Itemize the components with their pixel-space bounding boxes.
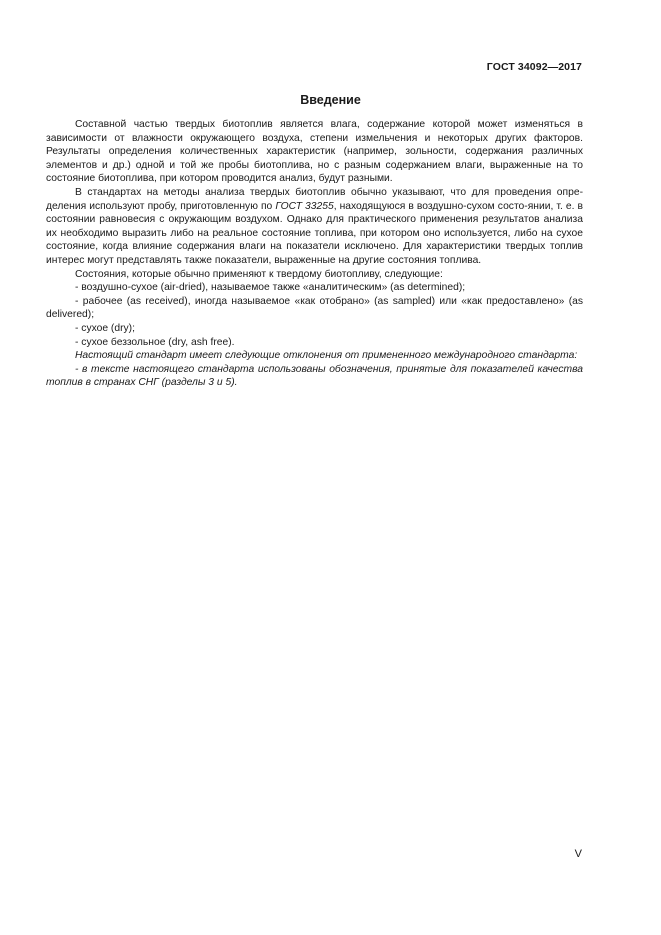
paragraph-analysis-methods [46,186,583,268]
section-title: Введение [300,93,361,107]
paragraph-analysis-methods-end: , находящуюся в воздушно-сухом состо-янии, т. е. в состоянии равновесия с окружающим воздухом. Однако для практического применения результатов анализа их необходимо выразить либо на реальное состояние топлива, при котором оно используется, либо на сухое состояние, когда влияние содержания влаги на показатели исключено. Для характеристики твердых топлив интерес могут представлять также показатели, выраженные на другие состояния топлива. [46,200,583,266]
list-item-as-received: - рабочее (as received), иногда называемое «как отобрано» (as sampled) или «как предоставлено» (as delivered); [46,295,583,321]
body-text [46,118,583,390]
paragraph-states-intro: Состояния, которые обычно применяют к твердому биотопливу, следующие: [75,268,443,280]
standard-reference: ГОСТ 33255 [275,200,334,212]
paragraph-moisture: Составной частью твердых биотоплив является влага, содержание которой может изменяться в зависимости от влажности окружающего воздуха, степени измельчения и некоторых других факторов. Результаты определения количественных характеристик (например, зольности, содержания различных элементов и др.) одной и той же пробы биотоплива, но с разным содержанием влаги, выраженные на то состояние биотоплива, при котором проводится анализ, будут разными. [46,119,583,185]
standard-number-header: ГОСТ 34092—2017 [486,61,582,73]
paragraph-deviations-intro: Настоящий стандарт имеет следующие отклонения от примененного международного стандарта: [75,350,578,362]
paragraph-analysis-methods-start: В стандартах на методы анализа твердых биотоплив обычно указывают, что для проведения опре-деления используют пробу, приготовленную по [46,186,583,212]
list-item-dry-ash-free: - сухое беззольное (dry, ash free). [75,336,235,348]
page-number: V [574,848,582,860]
list-item-deviation: - в тексте настоящего стандарта использованы обозначения, принятые для показателей качества топлив в странах СНГ (разделы 3 и 5). [46,363,583,389]
list-item-air-dried: - воздушно-сухое (air-dried), называемое также «аналитическим» (as determined); [75,282,466,294]
list-item-dry: - сухое (dry); [75,322,135,334]
